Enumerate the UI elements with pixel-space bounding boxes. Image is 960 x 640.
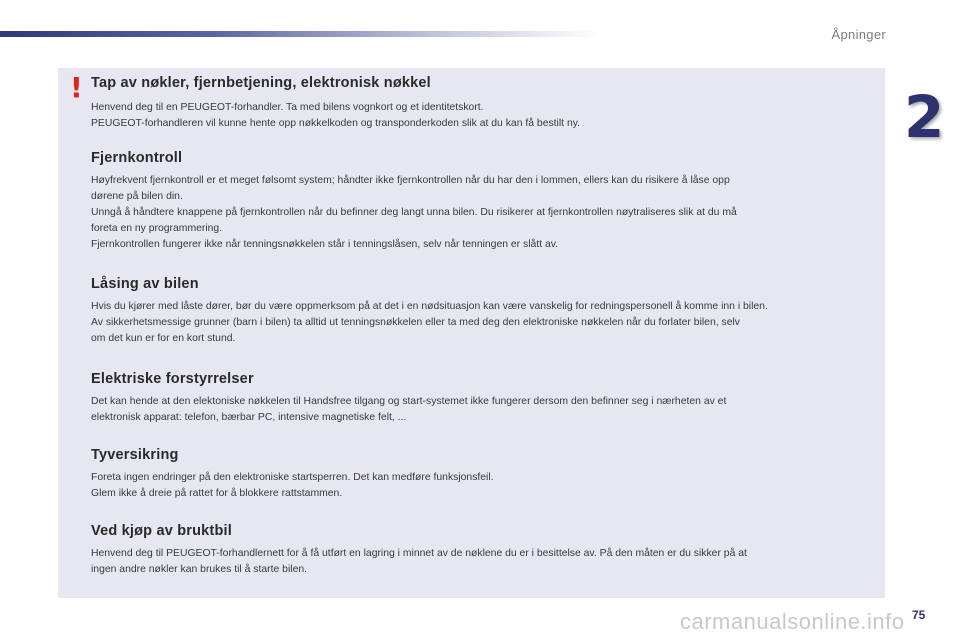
- chapter-number: 2: [904, 83, 945, 151]
- exclamation-icon: !: [70, 71, 83, 104]
- section-lost-keys: [91, 75, 881, 132]
- section-title: Fjernkontroll: [91, 150, 183, 166]
- section-anti-theft: [91, 447, 881, 502]
- section-locking: [91, 276, 881, 347]
- header-color-bar: [0, 31, 600, 37]
- section-line: PEUGEOT-forhandleren vil kunne hente opp nøkkelkoden og transponderkoden slik at du kan få bestilt ny.: [91, 118, 581, 129]
- section-line: Glem ikke å dreie på rattet for å blokkere rattstammen.: [91, 488, 343, 499]
- section-line: Hvis du kjører med låste dører, bør du være oppmerksom på at det i en nødsituasjon kan være vanskelig for redningspersonell å komme inn i bilen.: [91, 301, 768, 312]
- warning-panel: [58, 68, 885, 598]
- section-line: Det kan hende at den elektoniske nøkkelen til Handsfree tilgang og start-systemet ikke fungerer dersom den befinner seg i nærheten av et: [91, 396, 727, 407]
- section-title: Elektriske forstyrrelser: [91, 371, 254, 387]
- section-line: Henvend deg til en PEUGEOT-forhandler. Ta med bilens vognkort og et identitetskort.: [91, 102, 484, 113]
- section-line: ingen andre nøkler kan brukes til å starte bilen.: [91, 564, 308, 575]
- section-line: Av sikkerhetsmessige grunner (barn i bilen) ta alltid ut tenningsnøkkelen eller ta med deg den elektroniske nøkkelen når du forlater bilen, selv: [91, 317, 740, 328]
- section-line: Henvend deg til PEUGEOT-forhandlernett for å få utført en lagring i minnet av de nøklene du er i besittelse av. På den måten er du sikker på at: [91, 548, 747, 559]
- section-line: Foreta ingen endringer på den elektroniske startsperren. Det kan medføre funksjonsfeil.: [91, 472, 494, 483]
- section-line: foreta en ny programmering.: [91, 223, 223, 234]
- section-line: Høyfrekvent fjernkontroll er et meget følsomt system; håndter ikke fjernkontrollen når du har den i lommen, ellers kan du risikere å låse opp: [91, 175, 730, 186]
- section-title: Tap av nøkler, fjernbetjening, elektronisk nøkkel: [91, 75, 431, 91]
- section-line: dørene på bilen din.: [91, 191, 183, 202]
- section-title: Ved kjøp av bruktbil: [91, 523, 232, 539]
- section-line: Fjernkontrollen fungerer ikke når tenningsnøkkelen står i tenningslåsen, selv når tenningen er slått av.: [91, 239, 559, 250]
- section-title: Tyversikring: [91, 447, 179, 463]
- section-remote-control: [91, 150, 881, 253]
- section-line: Unngå å håndtere knappene på fjernkontrollen når du befinner deg langt unna bilen. Du risikerer at fjernkontrollen nøytraliseres slik at du må: [91, 207, 737, 218]
- section-title: Låsing av bilen: [91, 276, 199, 292]
- section-line: elektronisk apparat: telefon, bærbar PC, intensive magnetiske felt, ...: [91, 412, 407, 423]
- chapter-title: Åpninger: [831, 27, 886, 42]
- section-used-car: [91, 523, 881, 578]
- section-line: om det kun er for en kort stund.: [91, 333, 236, 344]
- watermark: carmanualsonline.info: [680, 609, 905, 634]
- section-electrical-interference: [91, 371, 881, 426]
- page-number: 75: [912, 608, 926, 622]
